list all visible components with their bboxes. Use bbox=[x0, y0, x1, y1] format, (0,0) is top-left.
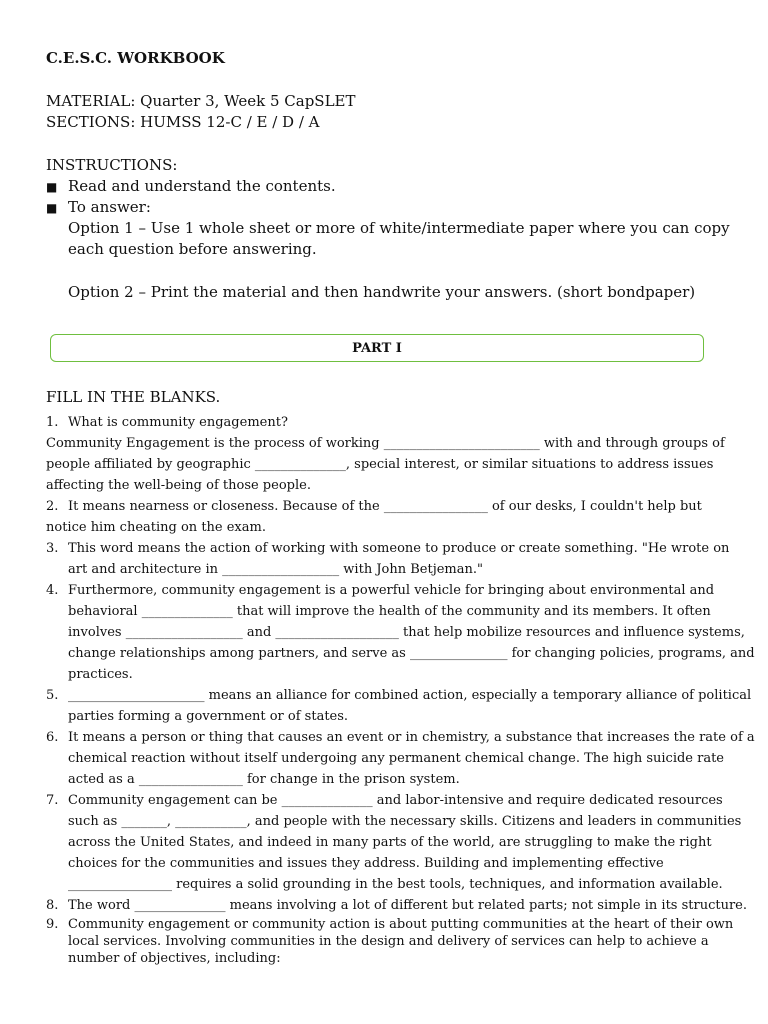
question-text: Community engagement or community action is about putting communities at the heart of their own bbox=[68, 917, 734, 932]
question-number: 1. bbox=[46, 415, 59, 430]
workbook-title: C.E.S.C. WORKBOOK bbox=[46, 49, 225, 67]
part-label: PART I bbox=[352, 340, 402, 356]
bullet-text: To answer: bbox=[68, 198, 151, 216]
square-bullet-icon: ■ bbox=[46, 180, 58, 194]
question-text: change relationships among partners, and serve as _______________ for changing policies, programs, and bbox=[68, 646, 755, 661]
question-1 bbox=[46, 412, 736, 496]
question-text: such as _______, ___________, and people with the necessary skills. Citizens and leaders in communities bbox=[68, 814, 742, 829]
question-text: number of objectives, including: bbox=[68, 951, 281, 966]
question-text: Community engagement can be ______________ and labor-intensive and require dedicated resources bbox=[68, 793, 723, 808]
question-text: ________________ requires a solid grounding in the best tools, techniques, and information available. bbox=[68, 877, 723, 892]
question-text: acted as a ________________ for change in the prison system. bbox=[68, 772, 460, 787]
question-text: Furthermore, community engagement is a powerful vehicle for bringing about environmental and bbox=[68, 583, 715, 598]
question-text: choices for the communities and issues they address. Building and implementing effective bbox=[68, 856, 664, 871]
question-number: 9. bbox=[46, 917, 59, 932]
question-text: This word means the action of working with someone to produce or create something. "He wrote on bbox=[68, 541, 730, 556]
instructions-heading: INSTRUCTIONS: bbox=[46, 156, 178, 174]
question-2 bbox=[46, 496, 736, 538]
question-text: parties forming a government or of states. bbox=[68, 709, 349, 724]
question-text: involves __________________ and ___________________ that help mobilize resources and influence systems, bbox=[68, 625, 745, 640]
question-text: chemical reaction without itself undergoing any permanent chemical change. The high suicide rate bbox=[68, 751, 725, 766]
instruction-bullet-read bbox=[46, 176, 336, 197]
question-number: 8. bbox=[46, 898, 59, 913]
question-number: 4. bbox=[46, 583, 59, 598]
question-text: practices. bbox=[68, 667, 133, 682]
question-text: Community Engagement is the process of working ________________________ with and through groups of bbox=[46, 436, 725, 451]
question-text: affecting the well-being of those people. bbox=[46, 478, 311, 493]
question-text: It means a person or thing that causes an event or in chemistry, a substance that increases the rate of a bbox=[68, 730, 755, 745]
question-text: people affiliated by geographic ______________, special interest, or similar situations to address issues bbox=[46, 457, 714, 472]
option-1-line-1: Option 1 – Use 1 whole sheet or more of white/intermediate paper where you can copy bbox=[68, 219, 730, 237]
question-8 bbox=[46, 895, 747, 916]
material-line: MATERIAL: Quarter 3, Week 5 CapSLET bbox=[46, 92, 356, 110]
question-text: _____________________ means an alliance for combined action, especially a temporary alliance of political bbox=[68, 688, 752, 703]
square-bullet-icon: ■ bbox=[46, 201, 58, 215]
question-3 bbox=[46, 538, 736, 580]
instruction-bullet-answer bbox=[46, 197, 151, 218]
part-label-box bbox=[50, 334, 704, 362]
question-number: 5. bbox=[46, 688, 59, 703]
question-4 bbox=[46, 580, 755, 685]
question-number: 3. bbox=[46, 541, 59, 556]
question-5 bbox=[46, 685, 752, 727]
question-text: It means nearness or closeness. Because of the ________________ of our desks, I couldn't help but bbox=[68, 499, 702, 514]
question-text: What is community engagement? bbox=[68, 415, 288, 430]
question-9 bbox=[46, 916, 736, 967]
option-2-line: Option 2 – Print the material and then handwrite your answers. (short bondpaper) bbox=[68, 283, 696, 301]
question-7 bbox=[46, 790, 742, 895]
question-6 bbox=[46, 727, 755, 790]
option-1-line-2: each question before answering. bbox=[68, 240, 317, 258]
question-text: The word ______________ means involving a lot of different but related parts; not simple in its structure. bbox=[68, 898, 747, 913]
question-text: local services. Involving communities in the design and delivery of services can help to achieve a bbox=[68, 934, 709, 949]
question-text: art and architecture in __________________ with John Betjeman." bbox=[68, 562, 483, 577]
question-text: behavioral ______________ that will improve the health of the community and its members. It often bbox=[68, 604, 711, 619]
question-text: notice him cheating on the exam. bbox=[46, 520, 266, 535]
question-number: 6. bbox=[46, 730, 59, 745]
sections-line: SECTIONS: HUMSS 12-C / E / D / A bbox=[46, 113, 320, 131]
bullet-text: Read and understand the contents. bbox=[68, 177, 336, 195]
question-number: 7. bbox=[46, 793, 59, 808]
questions-list bbox=[46, 412, 755, 967]
question-text: across the United States, and indeed in many parts of the world, are struggling to make the right bbox=[68, 835, 712, 850]
fill-in-the-blanks-heading: FILL IN THE BLANKS. bbox=[46, 388, 221, 406]
question-number: 2. bbox=[46, 499, 59, 514]
